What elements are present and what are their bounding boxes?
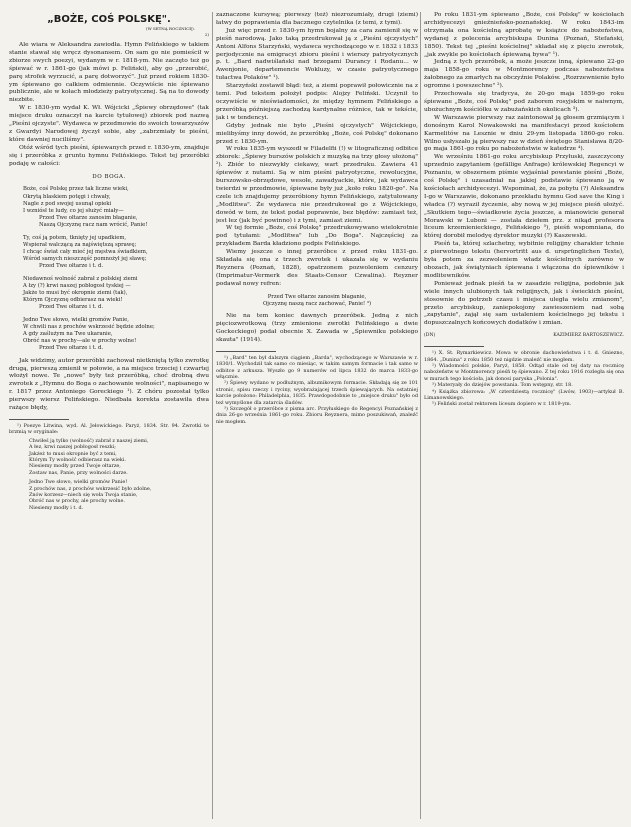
author-name: KAZIMIERZ BARTOSZEWICZ. [553, 333, 624, 339]
poem-refrain: Przed Twe ołtarze i t. d. [39, 263, 104, 270]
signature-mark: (DN) [424, 333, 436, 339]
poem-line: Którym Ty wolność odbierasz na wieki. [29, 457, 126, 464]
footnote: ¹) X. St. Rymarkiewicz. Mowa w obronie dachowieństwa i t. d. Gniezno, 1864. „Dunina" z roku 1850 też nigdzie znaleźć nie mogłem. [424, 350, 624, 363]
poem-refrain: Przed Twe ołtarze i t. d. [39, 345, 104, 352]
paragraph: Starzyński zostawił błąd: też, a ziemi poprawił połowicznie na z temi. Pod tekstem położył podpis: Alojzy Feliński. Uczynił to oczywiście w nieświadomości, że między hymnem Felińskiego a przeróbką późniejszą zachodzą kardynalne różnice, tak w tekście, jak i w tendencyi. [216, 83, 418, 121]
footnote: ¹) Poezye Litwina, wyd. Al. Jełowickiego. Paryż, 1834. Str. 94. Zwrotki te brzmią w oryginale: [9, 423, 209, 436]
poem-line: I chcąc świat cały mieć jej męstwa świadkiem, [23, 249, 148, 256]
paragraph: Wiemy jeszcze o innej przeróbce z przed roku 1831-go. Składała się ona z trzech zwrotek i ukazała się w wydaniu Reyznera (Poznań, 1828), opatrzonem pozwoleniem cenzury (Imprimatur-Vermerk des Staats-Censor Czwalina). Reyzner podawał nowy refren: [216, 249, 418, 287]
poem-line: A gdy zaślużym na Twe ukaranie, [23, 331, 113, 338]
footnote-separator [424, 346, 484, 347]
paragraph: Jedną z tych przeróbek, a może jeszcze inną, śpiewano 22-go maja 1858-go roku w Montmorency podczas nabożeństwa żałobnego za zmarłych na obczyźnie Polaków. „Rozrzewnienie było ogromne i powszechne" ²). [424, 59, 624, 90]
poem-line: Niesiemy modły przed Twoje ołtarze, [29, 463, 121, 470]
poem-line: Obróć nas w prochy, ale prochy wolne. [29, 498, 125, 505]
article-byline: (W SETNĄ ROCZNICĘ). [146, 26, 195, 31]
poem-line: Zostaw nas, Panie, przy wolności darze. [29, 469, 128, 476]
paragraph: Przechowała się tradycya, że 20-go maja 1859-go roku śpiewane „Boże, coś Polskę" pod zaborem rosyjskim w naiwnym, ubożuchnym kościółku w zabużańskich okolicach ³). [424, 91, 624, 113]
poem-line: W chwili nas z prochów wskrzesić będzie zdolne; [23, 323, 155, 330]
footnote: ¹) „Bard" ten był dalszym ciągiem „Barda", wychodzącego w Warszawie w r. 1830/1. Wychodził tak samo co miesiąc, w takim samym formacie i tak samo w odbitce z arkusza. Wyszło go 9 numerów od lipca 1832 do marca 1833-go włącznie. [216, 354, 418, 380]
poem-title: DO BOGA. [92, 173, 126, 180]
poem-line: A łzy (?) krwi naszej pobłogosł tyskiej — [23, 282, 131, 289]
footnote-separator [9, 419, 69, 420]
paragraph: Otóż wśród tych pieśni, śpiewanych przed r. 1830-ym, znajduje się i przeróbka z gruntu hymnu Felińskiego. Tekst tej przeróbki podaję w całości: [9, 144, 209, 167]
footnote: ²) Wiadomości polskie, Paryż, 1858. Odtąd stale od tej daty na rocznicę nabożeństw w Montmorency pieśń tę śpiewano. Z tej roku 1916 rozległa się ona w murach tego kościoła, jak donosi paryska „Polonia". [424, 362, 624, 382]
paragraph: Ale wiara w Aleksandra zawiodła. Hymn Felińskiego w takiem stanie stawał się wręcz dysonansem. On sam go nie pomieścił w zbiorze swych poezyi, wydanym w r. 1818-ym. Nie zaczęto też go śpiewać w r. 1861-go (jak mówi p. Feliński), aby go „przerobić, parę strofek wyrzucić, a parę dotworzyć". Już przed rokiem 1830-ym śpiewano go całkiem odmiennie. Oczywiście nie śpiewano publicznie, ale w kołach młodzieży patryotycznej. Są na to dowody niezbite. [9, 42, 209, 104]
footnote-poem [29, 438, 209, 476]
footnote: ²) Śpiewy wydano w podłużnym, albumikowym formacie. Składają się ze 101 stronic, spisu rzeczy i ryciny, wyobrażającej trzech śpiewających. Na ostatniej karcie położono: Philadelphia, 1835. Prawdopodobnie to „miejsce druku" było od też wymyślone dla zatarcia śladów. [216, 380, 418, 406]
poem-line: Z prochów nas, z prochów wskrzesić było zdolne, [29, 485, 152, 492]
poem-line: Boże, coś Polskę przez tak liczne wieki, [23, 186, 129, 193]
poem-line: Znów korzesz—niech się woła Twoja stanie, [29, 492, 138, 499]
footnote: ³) Szczegół o przeróbce z pisma arc. Przyłuskiego do Regencyi Poznańskiej z dnia 26-go września 1861-go roku. Zbioru Reyznera, mimo poszukiwań, znaleźć nie mogłem. [216, 406, 418, 425]
poem-line: Obróć nas w prochy—ale w prochy wolne! [23, 338, 137, 345]
poem-line: Jakże to musi być okropnie ziemi (tak), [23, 290, 128, 297]
poem-line: Nagle z pod swojej usunął opieki [23, 200, 112, 207]
poem-line: Okrytą blaskiem potęgi i chwały, [23, 193, 111, 200]
part-marker: 2) [204, 32, 209, 37]
poem-stanza [23, 235, 209, 271]
paragraph: Gdyby jednak nie było „Pieśni ojczystych" Wójcickiego, mielibyśmy inny dowód, że przeróbkę „Boże, coś Polskę" dokonano przed r. 1830-ym. [216, 122, 418, 145]
paragraph: Nie na tem koniec dawnych przeróbek. Jedną z nich pięciozwrotkową (trzy zmienione zwrotki Felińskiego a dwie Gockeckiego) podał obecnie X. Zawada w „Śpiewniku polskiego skauta" (1914). [216, 313, 418, 343]
paragraph: Po roku 1831-ym śpiewano „Boże, coś Polskę" w kościołach archidyecezyi gnieźnieńsko-poznańskiej. W roku 1843-im otrzymała ona kościelną aprobatę w książce do nabożeństwa, wydanej z polecenia arcybiskupa Dunina (Poznań, Stefański, 1850). Tekst tej „pieśni kościelnej" składał się z pięciu zwrotek, „jak zwykle po kościołach śpiewaną bywa" ¹). [424, 12, 624, 58]
column-2 [216, 12, 418, 819]
quote-line: Przed Twe ołtarze zanosim błaganie, [267, 293, 367, 300]
refrain-quote [216, 294, 418, 308]
poem-line: A łez, krwi naszej pobłogosł reszki; [29, 444, 116, 451]
paragraph: W r. 1830-ym wydał K. Wł. Wójcicki „Śpiewy obrzędowe" (tak miejsce druku oznaczył na karcie tytułowej) zbiorek pod nazwą „Pieśni ojczyste". Wydawca w przedmowie do swoich towarzyszów z Gwardyi Narodowej życzył sobie, aby „zabrzmiały te pieśni, które dawniej nuciliśmy". [9, 105, 209, 143]
poem-line: Niedawnoś wolność zabrał z polskiej ziemi [23, 275, 138, 282]
poem-line: Wśród samych nieszczęść pomnożył jej sławę; [23, 256, 147, 263]
column-1 [9, 12, 209, 819]
footnote: ⁴) Książka zbiorowa: „W czterdziestą rocznicę" (Lwów, 1903)—artykuł B. Limanowskiego. [424, 388, 624, 401]
poem-refrain: Przed Twe ołtarze zanosim błaganie, [39, 215, 138, 222]
poem-line: Jedno Twe słowo, wielki gromów Panie! [29, 479, 128, 486]
poem-line: Którym Ojczyznę odbierasz na wieki! [23, 297, 123, 304]
paragraph: W Warszawie pierwszy raz zaintonował ją głosem grzmiącym i donośnym Karol Nowakowski na manifestacyi przed kościołem Karmelitów na Lesznie w dniu 29-ym listopada 1860-go roku. Wilno usłyszało ją pierwszy raz w dzień świętego Stanisława 8/20-go maja 1861-go roku po nabożeństwie w katedrze ⁴). [424, 114, 624, 153]
paragraph: W roku 1835-ym wyszedł w Filadelfii (!) w litograficznej odbitce zbiorek: „Śpiewy burszów polskich z muzyką na trzy głosy ułożoną" ²). Zbiór to niezwykły ciekawy, wart przedruku. Zawiera 41 śpiewów z nutami. Są w nim pieśni patryotyczne, rewolucyjne, burszowsko-obrzędowe, wesołe, zawadyackie, które, jak wydawca twierdzi w przedmowie, śpiewane były już „koło roku 1820-go". Na czele ich znajdujemy przeróbiony hymn Felińskiego, zatytułowany „Modlitwa". Że wydawca nie przedrukował go z Wójcickiego, dowód w tem, że tekst podał poprawnie, bez błędów: zamiast też, jest łez (jak być powinno) i z tymi, zamiast ziemi. [216, 146, 418, 224]
footnote-separator [216, 351, 276, 352]
poem-stanza [23, 317, 209, 353]
column-rule [420, 12, 421, 819]
paragraph: zaznaczone kursywą; pierwszy (też) niezrozumiały, drugi (ziemi) łatwy do poprawienia dla bacznego czytelnika (z temi, z tymi). [216, 12, 418, 26]
footnote: ⁵) Feliński został rektorem liceum dopiero w r. 1819-ym. [432, 401, 572, 408]
poem-line: I wzniósł te ludy, co jej służyć miały— [23, 208, 124, 215]
paragraph: Ponieważ jednak pieśń ta w zasadzie religijna, podobnie jak wiele innych ulubionych tak religijnych, jak i świeckich pieśni, stosownie do potrzeb czasu i miejsca uległa wielu zmianom", przeto arcybiskup, zaniepokojony zawieszeniem nad sobą „zapytanie", zajął się sam ustaleniem kościelnego jej tekstu i dopuszczalnych końcowych dodatków i zmian. [424, 280, 624, 327]
paragraph: Już więc przed r. 1830-ym hymn bojalny za cara zamienił się w pieśń narodową. Jako taką przedrukował ją z „Pieśni ojczystych" Antoni Alfons Starzyński, wydawca wychodzącego w r. 1832 i 1833 perjodycznie na emigracyi zbioru pieśni i wierszy patryotycznych p. t. „Bard nadwiślański nad brzegami Durancy i Rodanu... w Awenjonie, departemencie Wokluzy, w czasie patryotycznego tułactwa Polaków" ¹). [216, 27, 418, 82]
poem-line: Jedno Twe słowo, wielki gromów Panie, [23, 316, 129, 323]
article-title: „BOŻE, COŚ POLSKĘ". [47, 14, 171, 25]
poem-line: Ty, coś ją potem, tknięty jej upadkiem, [23, 234, 127, 241]
paragraph: Pieśń ta, której szlachetny, wybitnie religijny charakter tchnie z pierwotnego tekstu (hervortritt aus d. ursprünglichen Texte), była potem za zezwoleniem władz kościelnych zarówno w obozach, jak świątyniach śpiewana i włączona do śpiewników i modlitewników. [424, 241, 624, 279]
poem-refrain: Przed Twe ołtarze i t. d. [39, 304, 104, 311]
paragraph: We wrześniu 1861-go roku arcybiskup Przyłuski, zaszczycony uprzednio zapytaniem (gefällige Anfrage) królewskiej Regencyi w Poznaniu, w obszernem piśmie wyjaśniał powstanie pieśni „Boże, coś Polskę" i uzasadniał na jakiej podstawie śpiewano ją w kościołach archidyecezyi. Wspominał, że, za pobytu (?) Aleksandra I-go w Warszawie, dokonano przekładu hymnu God save the King i władca (?) wyraził życzenie, aby nową w jej miejsce pieśń ułożyć. „Skutkiem tego—świadkowie życia jeszcze, a mianowicie generał Morawski w Luboni — została dziełem prz. z nikąd profesora liceum krzemienieckiego, Felińskiego ⁵), pieśń wspomniana, do której dorobił melodyę dyrektor muzyki (?) Kaszewski. [424, 154, 624, 240]
poem-refrain: Naszą Ojczyznę racz nam wrócić, Panie! [39, 222, 148, 229]
paragraph: W tej formie „Boże, coś Polskę" przedrukowywano wielokrotnie pod tytułami: „Modlitwa" lub „Do Boga". Najczęściej za przykładem Barda kładziono podpis Felińskiego. [216, 225, 418, 248]
poem-line: Niesiemy modły i t. d. [29, 504, 84, 511]
footnote: ³) Materyały do dziejów powstania. Tom wstępny, str. 18. [432, 382, 573, 389]
quote-line: Ojczyznę naszą racz zachować, Panie! ³) [262, 300, 372, 307]
poem-stanza [23, 276, 209, 312]
signature-line [424, 332, 624, 340]
poem-line: Jakżeż to musi okropnie być z temi, [29, 450, 117, 457]
paragraph: Jak widzimy, autor przeróbki zachował nietkniętą tylko zwrotkę drugą, pierwszą zmienił w połowie, a na miejsce trzeciej i czwartej włożył nowe. Te „nowe" były też przeróbką, choć drobną dwu zwrotek z „Hymnu do Boga o zachowanie wolności", napisanego w r. 1817 przez Antoniego Goreckiego ¹). Z chóru pozostał tylko pierwszy wiersz Felińskiego. Niedbała korekta zostawiła dwa rażące błędy, [9, 357, 209, 412]
column-3 [424, 12, 624, 819]
column-rule [212, 12, 213, 819]
footnote-poem [29, 479, 209, 511]
poem-stanza [23, 186, 209, 229]
poem-line: Chwiłeś ją tylko (wolność) zabrał z naszej ziemi, [29, 437, 149, 444]
poem-line: Wspierał walczącą za najświętszą sprawę; [23, 241, 137, 248]
